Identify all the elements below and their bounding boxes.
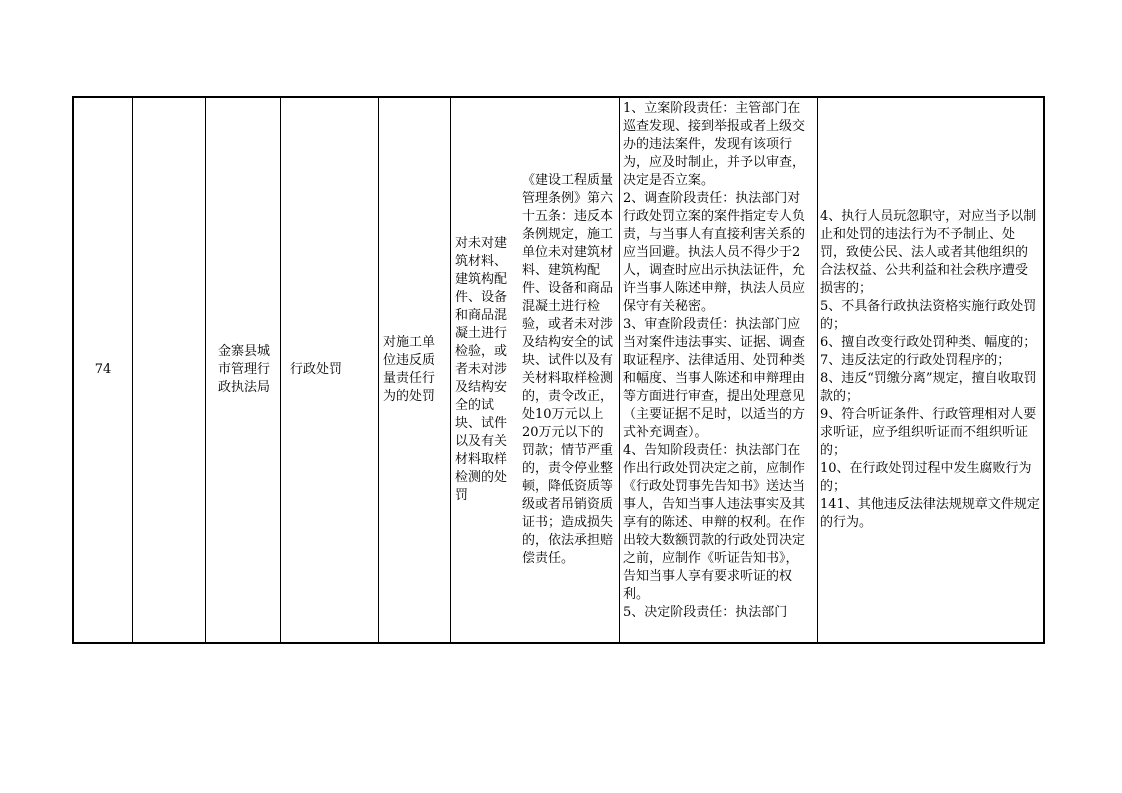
legal-basis: 《建设工程质量管理条例》第六十五条：违反本条例规定，施工单位未对建筑材料、建筑构配件、设备和商品混凝土进行检验，或者未对涉及结构安全的试块、试件以及有关材料取样检测的，责令改正，处10万元以上20万元以下的罚款；情节严重的，责令停业整顿，降低资质等级或者吊销资质证书；造成损失的，依法承担赔偿责任。 [522, 173, 614, 566]
item-name: 对施工单位违反质量责任行为的处罚 [383, 335, 436, 404]
responsibility-table [72, 96, 1045, 644]
responsibility-text: 1、立案阶段责任：主管部门在巡查发现、接到举报或者上级交办的违法案件，发现有该项行为，应及时制止，并予以审查，决定是否立案。 2、调查阶段责任：执法部门对行政处罚立案的案件指定专人负责，与当事人有直接利害关系的应当回避。执法人员不得少于2人，调查时应出示执法证件，允许当事人陈述申辩，执法人员应保守有关秘密。 3、审查阶段责任：执法部门应当对案件违法事实、证据、调查取证程序、法律适用、处罚种类和幅度、当事人陈述和申辩理由等方面进行审查，提出处理意见（主要证据不足时，以适当的方式补充调查）。 4、告知阶段责任：执法部门在作出行政处罚决定之前，应制作《行政处罚事先告知书》送达当事人，告知当事人违法事实及其享有的陈述、申辩的权利。在作出较大数额罚款的行政处罚决定之前，应制作《听证告知书》，告知当事人享有要求听证的权利。 5、决定阶段责任：执法部门 [623, 101, 806, 620]
blank-cell [133, 98, 205, 642]
power-type: 行政处罚 [290, 362, 343, 377]
sub-item: 对未对建筑材料、建筑构配件、设备和商品混凝土进行检验，或者未对涉及结构安全的试块、试件以及有关材料取样检测的处罚 [455, 236, 508, 503]
legal-basis-cell [522, 98, 619, 642]
power-type-cell [281, 98, 378, 642]
item-name-cell [379, 98, 450, 642]
row-number-cell [74, 98, 132, 642]
sub-item-cell [451, 98, 518, 642]
accountability-text: 4、执行人员玩忽职守，对应当予以制止和处罚的违法行为不予制止、处罚，致使公民、法人或者其他组织的合法权益、公共利益和社会秩序遭受损害的； 5、不具备行政执法资格实施行政处罚的； 6、擅自改变行政处罚种类、幅度的； 7、违反法定的行政处罚程序的； 8、违反“罚缴分离”规定，擅自收取罚款的； 9、符合听证条件、行政管理相对人要求听证，应予组织听证而不组织听证的； 10、在行政处罚过程中发生腐败行为的； 141、其他违反法律法规规章文件规定的行为。 [820, 209, 1040, 530]
accountability-cell [818, 98, 1047, 642]
responsibility-cell [620, 98, 817, 642]
department-cell [206, 98, 280, 642]
row-number: 74 [94, 362, 112, 377]
department-name: 金寨县城市管理行政执法局 [218, 344, 271, 395]
